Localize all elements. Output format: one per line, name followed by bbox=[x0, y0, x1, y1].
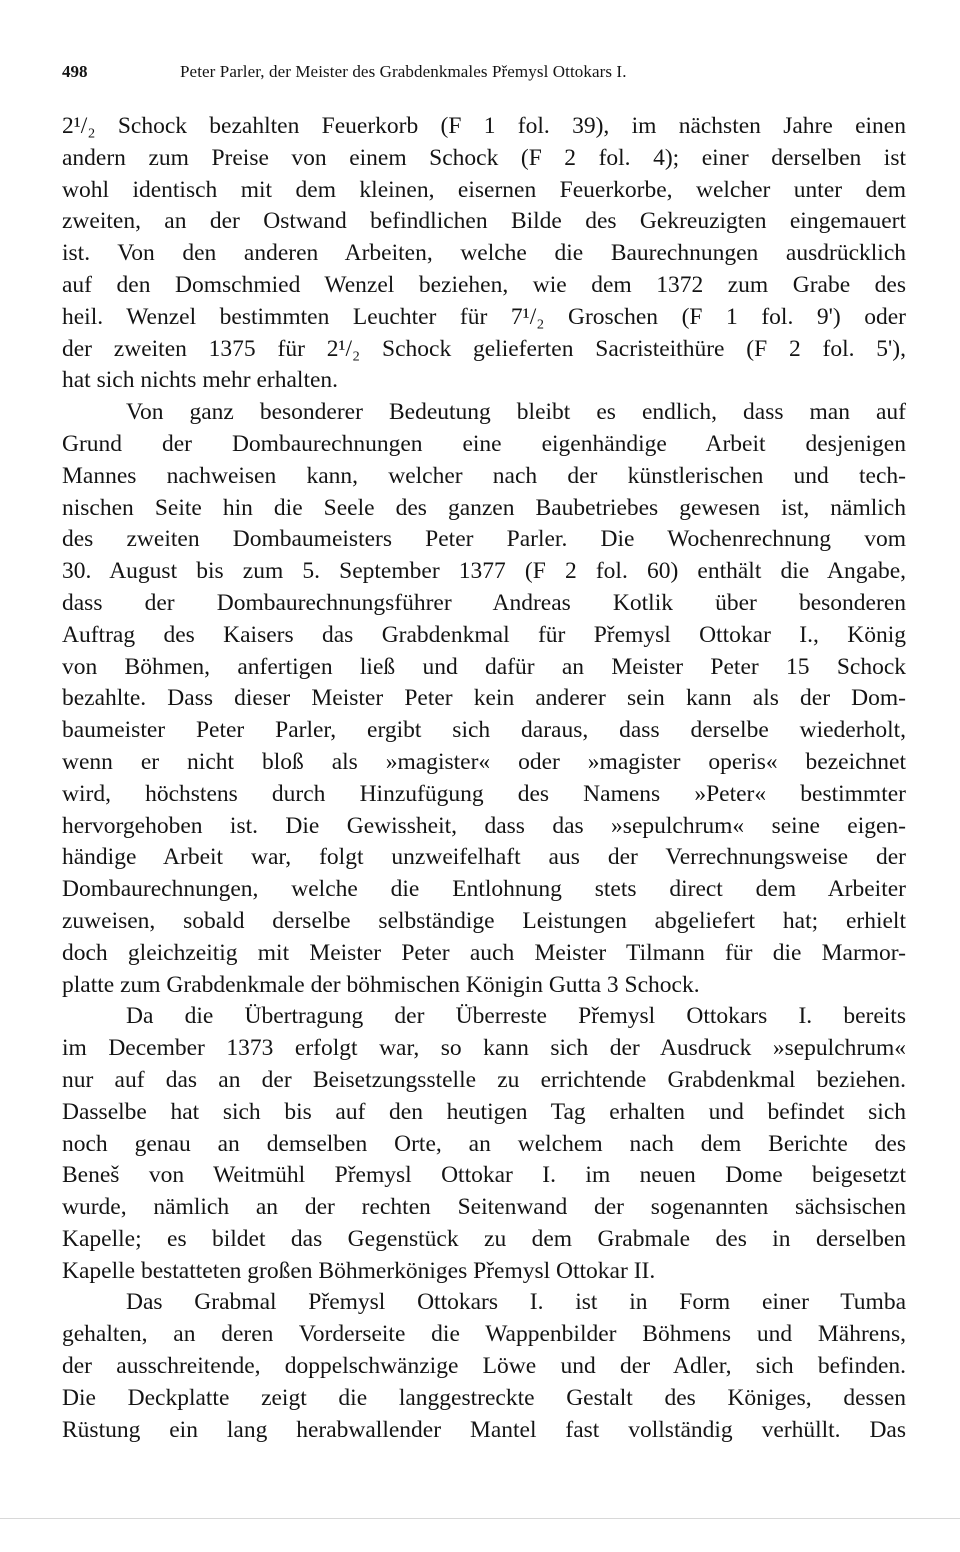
paragraph bbox=[62, 1287, 906, 1446]
text-line: doch gleichzeitig mit Meister Peter auch Meister Tilmann für die Marmor- bbox=[62, 939, 906, 966]
text-line: im December 1373 erfolgt war, so kann sich der Ausdruck »sepulchrum« bbox=[62, 1035, 906, 1062]
text-line: zuweisen, sobald derselbe selbständige Leistungen abgeliefert hat; erhielt bbox=[62, 907, 906, 934]
text-line: zweiten, an der Ostwand befindlichen Bilde des Gekreuzigten eingemauert bbox=[62, 208, 906, 235]
text-line: Grund der Dombaurechnungen eine eigenhändige Arbeit desjenigen bbox=[62, 430, 906, 457]
text-line: hervorgehoben ist. Die Gewissheit, dass das »sepulchrum« seine eigen- bbox=[62, 812, 906, 839]
text-line: Beneš von Weitmühl Přemysl Ottokar I. im neuen Dome beigesetzt bbox=[62, 1162, 906, 1189]
text-line: Dombaurechnungen, welche die Entlohnung stets direct dem Arbeiter bbox=[62, 876, 906, 903]
text-line: nur auf das an der Beisetzungsstelle zu errichtende Grabdenkmal beziehen. bbox=[62, 1066, 906, 1093]
text-line: Von ganz besonderer Bedeutung bleibt es endlich, dass man auf bbox=[126, 399, 906, 426]
paragraph bbox=[62, 397, 906, 1001]
text-line: wenn er nicht bloß als »magister« oder »magister operis« bezeichnet bbox=[62, 748, 906, 775]
text-line: Mannes nachweisen kann, welcher nach der künstlerischen und tech- bbox=[62, 462, 906, 489]
text-line: hat sich nichts mehr erhalten. bbox=[62, 367, 339, 394]
page-number: 498 bbox=[62, 62, 88, 81]
page-bottom-edge bbox=[0, 1518, 960, 1519]
text-line: der ausschreitende, doppelschwänzige Löwe und der Adler, sich befinden. bbox=[62, 1353, 906, 1380]
text-line: Auftrag des Kaisers das Grabdenkmal für Přemysl Ottokar I., König bbox=[62, 621, 906, 648]
text-line: Die Deckplatte zeigt die langgestreckte Gestalt des Königes, dessen bbox=[62, 1384, 906, 1411]
text-line: der zweiten 1375 für 2¹/₂ Schock gelieferten Sacristeithüre (F 2 fol. 5'), bbox=[62, 335, 906, 362]
text-line: händige Arbeit war, folgt unzweifelhaft aus der Verrechnungsweise der bbox=[62, 844, 906, 871]
text-line: noch genau an demselben Orte, an welchem nach dem Berichte des bbox=[62, 1130, 906, 1157]
text-line: des zweiten Dombaumeisters Peter Parler. Die Wochenrechnung vom bbox=[62, 526, 906, 553]
text-line: andern zum Preise von einem Schock (F 2 fol. 4); einer derselben ist bbox=[62, 144, 906, 171]
text-line: Das Grabmal Přemysl Ottokars I. ist in Form einer Tumba bbox=[126, 1289, 906, 1316]
text-line: ist. Von den anderen Arbeiten, welche die Baurechnungen ausdrücklich bbox=[62, 240, 906, 267]
text-line: platte zum Grabdenkmale der böhmischen Königin Gutta 3 Schock. bbox=[62, 971, 700, 998]
page-header bbox=[62, 62, 908, 88]
text-line: heil. Wenzel bestimmten Leuchter für 7¹/₂ Groschen (F 1 fol. 9') oder bbox=[62, 303, 906, 330]
text-line: von Böhmen, anfertigen ließ und dafür an Meister Peter 15 Schock bbox=[62, 653, 906, 680]
text-line: wird, höchstens durch Hinzufügung des Namens »Peter« bestimmter bbox=[62, 780, 906, 807]
text-line: Kapelle; es bildet das Gegenstück zu dem Grabmale des in derselben bbox=[62, 1225, 906, 1252]
text-line: nischen Seite hin die Seele des ganzen Baubetriebes gewesen ist, nämlich bbox=[62, 494, 906, 521]
text-line: dass der Dombaurechnungsführer Andreas Kotlik über besonderen bbox=[62, 589, 906, 616]
text-line: gehalten, an deren Vorderseite die Wappenbilder Böhmens und Mährens, bbox=[62, 1321, 906, 1348]
text-line: Dasselbe hat sich bis auf den heutigen Tag erhalten und befindet sich bbox=[62, 1098, 906, 1125]
text-line: auf den Domschmied Wenzel beziehen, wie dem 1372 zum Grabe des bbox=[62, 271, 906, 298]
text-line: bezahlte. Dass dieser Meister Peter kein anderer sein kann als der Dom- bbox=[62, 685, 906, 712]
text-line: 30. August bis zum 5. September 1377 (F 2 fol. 60) enthält die Angabe, bbox=[62, 558, 906, 585]
text-line: Rüstung ein lang herabwallender Mantel fast vollständig verhüllt. Das bbox=[62, 1416, 906, 1443]
body-text bbox=[62, 111, 906, 1446]
text-line: wohl identisch mit dem kleinen, eisernen Feuerkorbe, welcher unter dem bbox=[62, 176, 906, 203]
text-line: Da die Übertragung der Überreste Přemysl Ottokars I. bereits bbox=[126, 1003, 906, 1030]
text-line: wurde, nämlich an der rechten Seitenwand der sogenannten sächsischen bbox=[62, 1194, 906, 1221]
text-line: 2¹/₂ Schock bezahlten Feuerkorb (F 1 fol. 39), im nächsten Jahre einen bbox=[62, 113, 906, 139]
text-line: baumeister Peter Parler, ergibt sich daraus, dass derselbe wiederholt, bbox=[62, 717, 906, 744]
paragraph bbox=[62, 111, 906, 397]
text-line: Kapelle bestatteten großen Böhmerköniges Přemysl Ottokar II. bbox=[62, 1257, 656, 1284]
running-title: Peter Parler, der Meister des Grabdenkmales Přemysl Ottokars I. bbox=[180, 62, 627, 81]
paragraph bbox=[62, 1001, 906, 1287]
